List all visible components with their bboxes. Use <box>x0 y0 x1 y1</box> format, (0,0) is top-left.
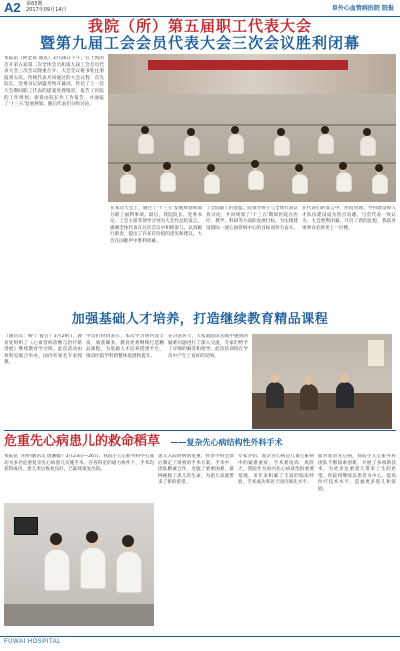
photo-desk <box>4 604 154 626</box>
photo-attendee-head <box>187 128 195 136</box>
story-3-column-2: 患儿入院时病情危重，经多学科会诊后制定了周密的手术方案。手术中，团队精诚合作，克服了重重困难，最终挽救了患儿的生命，为患儿家庭带来了新的希望。 <box>158 454 234 486</box>
story-2-photo-training <box>252 334 392 429</box>
story-2-headline: 加强基础人才培养，打造继续教育精品课程 <box>71 312 329 327</box>
photo-attendee-head <box>141 126 149 134</box>
photo-doctor-head <box>86 531 98 543</box>
story-3-photo-surgeons <box>4 503 154 626</box>
story-3-headline <box>4 434 396 450</box>
photo-monitor <box>14 517 38 535</box>
photo-attendee <box>228 134 244 154</box>
edition-info <box>26 1 66 13</box>
story-3-column-1: 本报讯（特约通讯员 唐湘媛）3月23日—26日，我院小儿心脏外科中心成功为多名危重复杂先心病患儿实施手术。在各科室的通力协作下，手术均获得成功，患儿术后恢复良好，已陆续康复出院。 <box>4 454 154 473</box>
story-1-headline-line-2: 暨第九届工会会员代表大会三次会议胜利闭幕 <box>39 34 360 52</box>
page-number: A2 <box>4 0 21 15</box>
photo-attendee <box>138 134 154 154</box>
photo-doctor-head <box>50 533 62 545</box>
photo-attendee <box>120 174 136 194</box>
photo-attendee-head <box>251 160 259 168</box>
photo-attendee <box>184 136 200 156</box>
photo-attendee <box>336 172 352 192</box>
photo-attendee-head <box>277 128 285 136</box>
photo-attendee-head <box>123 164 131 172</box>
photo-attendee-head <box>321 126 329 134</box>
photo-attendee <box>274 136 290 156</box>
story-3-subheadline: ——复杂先心病结构性外科手术 <box>170 437 283 447</box>
edition-number: 第83期 <box>26 1 43 7</box>
photo-lamp <box>368 340 384 366</box>
photo-person-head <box>340 374 349 383</box>
story-2-column-1: （通讯员：杨宁 报告）3月29日，教育处组织了《心血管病诊断与治疗新进展》继续教育学习班。此次活动由各科室联合举办，国内外知名专家授课。 <box>4 334 82 366</box>
photo-person <box>266 382 284 408</box>
photo-attendee-head <box>375 164 383 172</box>
story-3-headline-main: 危重先心病患儿的救命稻草 <box>4 434 161 449</box>
photo-attendee <box>248 170 264 190</box>
story-1-column-4: 在代表们的发言中，医院管理、学科建设和人才队伍建设成为热点问题。与会代表一致认为，大会胜利闭幕，开启了新的征程，我院各项事业必将更上一层楼。 <box>302 206 396 231</box>
photo-doctor <box>116 551 142 593</box>
story-1-headline-line-1: 我院（所）第五届职工代表大会 <box>87 17 312 35</box>
photo-attendee <box>204 174 220 194</box>
footer-mark: FUWAI HOSPITAL <box>4 639 62 645</box>
photo-row-divider <box>108 124 396 126</box>
section-title: 阜外心血管病医院 院报 <box>331 5 394 12</box>
photo-person-head <box>304 376 313 385</box>
story-1-column-1: 本报讯（阿金荷 通讯）3月16日下午，在上海的召开第五届第二次全体会员和第九届工会会员代表大会三次会议隆重召开。大会会议秘书处注册报到五次。传统代表共同通过的大会议程：首先院长、党委书记胡盛寿致开幕词，传达了上一次大会期间职工代表的提案处理情况，报告了医院的工作规划；接着由院长作工作报告，并通报了'十三五'发展规划。随后代表们分组讨论。 <box>4 56 104 108</box>
photo-person <box>336 382 354 408</box>
photo-attendee <box>360 136 376 156</box>
story-3-column-4: 面对复杂先心病，我院小儿心脏外科团队不断探索创新，开展了多项新技术，为更多危重患儿带来了生的希望。医院将继续以患者为中心，提高医疗技术水平，造福更多患儿和家庭。 <box>318 454 396 492</box>
photo-person <box>300 384 318 410</box>
photo-banner <box>148 60 348 70</box>
photo-attendee-head <box>163 162 171 170</box>
photo-attendee-head <box>295 164 303 172</box>
photo-attendee-head <box>339 162 347 170</box>
photo-doctor <box>44 549 70 591</box>
story-1-column-3: 了全院职工的意愿。院领导班子与全体代表认真讨论，共同规划了'十三五'期间医院在医疗、教学、科研等方面的发展目标，为实现建设国际一流心血管病中心的目标而努力奋斗。 <box>206 206 298 231</box>
story-2-column-3: 在讨论环节，大家就临床实践中遇到的疑难问题进行了深入交流，专家们给予了详细的解答和指导。此次培训班在学员中产生了良好的反响。 <box>168 334 248 359</box>
photo-attendee <box>292 174 308 194</box>
photo-doctor <box>80 547 106 589</box>
photo-attendee <box>318 134 334 154</box>
story-1-photo-conference <box>108 54 396 202</box>
story-3-column-3: 专家介绍，复杂先心病是儿童心脏病中的疑难重症，手术难度高、风险大。我院作为国内先心病诊治的重要基地，多年来积累了丰富的临床经验，手术成功率居于国内领先水平。 <box>238 454 314 486</box>
story-1-column-2: 在本次大会上，通过了'十三五'发展规划和部分职工福利事项。最后，我院院长、党委书记、工会主席等领导分别为大会作总结发言，感谢全体代表在这次会议中积极参与，认真履行职责，提出了许多有价值的意见和建议。大会在国歌声中胜利闭幕。 <box>110 206 202 244</box>
story-1-headline <box>0 18 400 52</box>
section-divider <box>4 430 396 431</box>
photo-attendee <box>372 174 388 194</box>
photo-attendee-head <box>207 164 215 172</box>
photo-doctor-head <box>122 535 134 547</box>
footer <box>0 636 400 651</box>
story-2-column-2: 学员们纷纷表示，本次学习班内容丰富，收获颇多。教育处将继续打造精品课程，为基础人才培养搭建平台，推动医院学科的整体发展和提升。 <box>86 334 164 359</box>
edition-date: 2017年09月14日 <box>26 7 67 13</box>
photo-attendee-head <box>363 128 371 136</box>
photo-person-head <box>270 374 279 383</box>
photo-attendee <box>160 172 176 192</box>
masthead <box>0 0 400 17</box>
photo-attendee-head <box>231 126 239 134</box>
